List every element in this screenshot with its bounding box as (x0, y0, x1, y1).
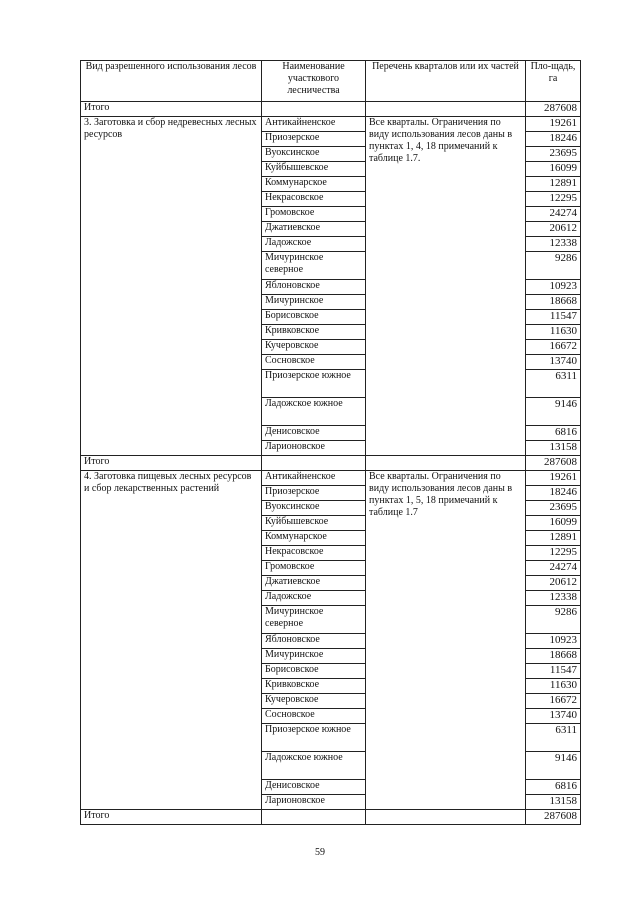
forestry-name-cell: Кривковское (262, 679, 366, 694)
area-cell: 12295 (526, 546, 581, 561)
forestry-name-cell: Ларионовское (262, 441, 366, 456)
forestry-name-cell: Громовское (262, 561, 366, 576)
forestry-name-cell: Громовское (262, 207, 366, 222)
forestry-name-cell: Приозерское (262, 132, 366, 147)
forestry-name-cell: Антикайненское (262, 117, 366, 132)
total-row (81, 102, 581, 117)
area-cell: 18246 (526, 486, 581, 501)
quarters-cell: Все кварталы. Ограничения по виду использования лесов даны в пунктах 1, 4, 18 примечаний к таблице 1.7. (366, 117, 526, 456)
area-cell: 9146 (526, 398, 581, 426)
total-label: Итого (81, 810, 262, 825)
forestry-name-cell: Приозерское (262, 486, 366, 501)
area-cell: 6816 (526, 780, 581, 795)
forestry-name-cell: Коммунарское (262, 531, 366, 546)
table-row (81, 471, 581, 486)
total-row (81, 810, 581, 825)
forestry-name-cell: Приозерское южное (262, 724, 366, 752)
use-type-cell: 4. Заготовка пищевых лесных ресурсов и сбор лекарственных растений (81, 471, 262, 810)
forestry-name-cell: Некрасовское (262, 192, 366, 207)
header-use: Вид разрешенного использования лесов (81, 61, 262, 102)
forestry-name-cell: Мичуринское (262, 295, 366, 310)
area-cell: 23695 (526, 147, 581, 162)
area-cell: 19261 (526, 471, 581, 486)
area-cell: 13158 (526, 441, 581, 456)
total-empty-cell (366, 810, 526, 825)
forestry-name-cell: Куйбышевское (262, 162, 366, 177)
area-cell: 18668 (526, 649, 581, 664)
area-cell: 16672 (526, 340, 581, 355)
area-cell: 12338 (526, 591, 581, 606)
forestry-name-cell: Антикайненское (262, 471, 366, 486)
area-cell: 16099 (526, 516, 581, 531)
area-cell: 9146 (526, 752, 581, 780)
forestry-name-cell: Вуоксинское (262, 501, 366, 516)
forestry-name-cell: Денисовское (262, 426, 366, 441)
area-cell: 11630 (526, 679, 581, 694)
forestry-name-cell: Яблоновское (262, 280, 366, 295)
total-row (81, 456, 581, 471)
forestry-name-cell: Сосновское (262, 709, 366, 724)
forestry-name-cell: Борисовское (262, 310, 366, 325)
forestry-name-cell: Некрасовское (262, 546, 366, 561)
forestry-name-cell: Мичуринское (262, 649, 366, 664)
forestry-name-cell: Ладожское южное (262, 398, 366, 426)
area-cell: 11547 (526, 664, 581, 679)
forestry-name-cell: Сосновское (262, 355, 366, 370)
area-cell: 18246 (526, 132, 581, 147)
area-cell: 13158 (526, 795, 581, 810)
forestry-name-cell: Мичуринское северное (262, 252, 366, 280)
table-row (81, 117, 581, 132)
total-empty-cell (262, 456, 366, 471)
table-header-row (81, 61, 581, 102)
area-cell: 16099 (526, 162, 581, 177)
forestry-name-cell: Мичуринское северное (262, 606, 366, 634)
forestry-name-cell: Джатиевское (262, 576, 366, 591)
header-area: Пло-щадь, га (526, 61, 581, 102)
total-empty-cell (262, 810, 366, 825)
forestry-name-cell: Куйбышевское (262, 516, 366, 531)
forest-use-table (80, 60, 581, 825)
area-cell: 24274 (526, 561, 581, 576)
page-number: 59 (315, 847, 325, 858)
area-cell: 12338 (526, 237, 581, 252)
forestry-name-cell: Кривковское (262, 325, 366, 340)
total-area: 287608 (526, 456, 581, 471)
forestry-name-cell: Приозерское южное (262, 370, 366, 398)
area-cell: 12891 (526, 531, 581, 546)
area-cell: 6311 (526, 724, 581, 752)
area-cell: 20612 (526, 222, 581, 237)
forestry-name-cell: Яблоновское (262, 634, 366, 649)
area-cell: 12891 (526, 177, 581, 192)
forestry-name-cell: Денисовское (262, 780, 366, 795)
forestry-name-cell: Джатиевское (262, 222, 366, 237)
area-cell: 10923 (526, 634, 581, 649)
area-cell: 16672 (526, 694, 581, 709)
use-type-cell: 3. Заготовка и сбор недревесных лесных ресурсов (81, 117, 262, 456)
area-cell: 13740 (526, 355, 581, 370)
area-cell: 18668 (526, 295, 581, 310)
total-empty-cell (366, 102, 526, 117)
area-cell: 9286 (526, 252, 581, 280)
forestry-name-cell: Ладожское (262, 591, 366, 606)
header-quarters: Перечень кварталов или их частей (366, 61, 526, 102)
area-cell: 23695 (526, 501, 581, 516)
total-empty-cell (366, 456, 526, 471)
forestry-name-cell: Борисовское (262, 664, 366, 679)
forestry-name-cell: Ларионовское (262, 795, 366, 810)
table-body (81, 102, 581, 825)
area-cell: 10923 (526, 280, 581, 295)
total-area: 287608 (526, 102, 581, 117)
header-forestry: Наименование участкового лесничества (262, 61, 366, 102)
area-cell: 6311 (526, 370, 581, 398)
forestry-name-cell: Кучеровское (262, 694, 366, 709)
area-cell: 6816 (526, 426, 581, 441)
area-cell: 20612 (526, 576, 581, 591)
area-cell: 11630 (526, 325, 581, 340)
area-cell: 9286 (526, 606, 581, 634)
area-cell: 13740 (526, 709, 581, 724)
total-label: Итого (81, 456, 262, 471)
quarters-cell: Все кварталы. Ограничения по виду использования лесов даны в пунктах 1, 5, 18 примечаний к таблице 1.7 (366, 471, 526, 810)
forestry-name-cell: Коммунарское (262, 177, 366, 192)
total-label: Итого (81, 102, 262, 117)
area-cell: 24274 (526, 207, 581, 222)
area-cell: 11547 (526, 310, 581, 325)
forestry-name-cell: Ладожское (262, 237, 366, 252)
forestry-name-cell: Ладожское южное (262, 752, 366, 780)
forestry-name-cell: Вуоксинское (262, 147, 366, 162)
total-area: 287608 (526, 810, 581, 825)
area-cell: 19261 (526, 117, 581, 132)
area-cell: 12295 (526, 192, 581, 207)
forestry-name-cell: Кучеровское (262, 340, 366, 355)
total-empty-cell (262, 102, 366, 117)
